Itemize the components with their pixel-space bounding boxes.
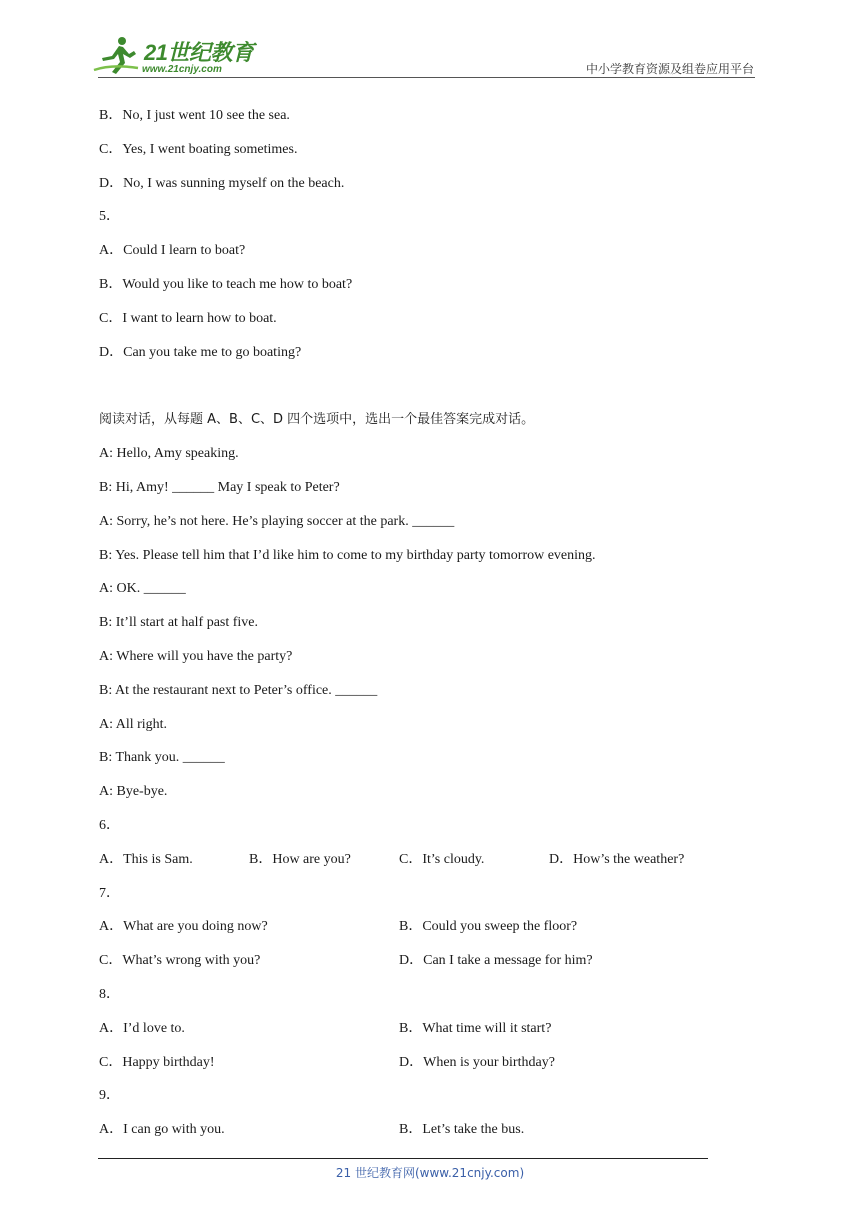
q5-option-b: B．Would you like to teach me how to boat? — [99, 277, 353, 292]
logo-url: www.21cnjy.com — [142, 64, 222, 75]
q9-number: 9． — [99, 1088, 120, 1103]
page-header — [0, 0, 860, 80]
q7-option-b: B．Could you sweep the floor? — [399, 919, 578, 934]
dialogue-line: B: Yes. Please tell him that I’d like him to come to my birthday party tomorrow evening. — [99, 548, 596, 563]
q4-option-b: B．No, I just went 10 see the sea. — [99, 108, 290, 123]
q6-option-c: C．It’s cloudy. — [399, 852, 485, 867]
q8-option-a: A．I’d love to. — [99, 1021, 185, 1036]
dialogue-line: A: OK. ______ — [99, 581, 186, 596]
q8-option-d: D．When is your birthday? — [399, 1055, 555, 1070]
q8-option-c: C．Happy birthday! — [99, 1055, 215, 1070]
q8-number: 8． — [99, 987, 120, 1002]
q8-option-b: B．What time will it start? — [399, 1021, 552, 1036]
instruction: 阅读对话，从每题 A、B、C、D 四个选项中，选出一个最佳答案完成对话。 — [99, 412, 535, 427]
dialogue-line: B: Hi, Amy! ______ May I speak to Peter? — [99, 480, 340, 495]
q5-number: 5． — [99, 209, 120, 224]
header-tagline: 中小学教育资源及组卷应用平台 — [585, 62, 754, 76]
logo-text: 21世纪教育 — [144, 40, 254, 65]
page-footer: 21 世纪教育网(www.21cnjy.com) — [335, 1166, 525, 1180]
q7-option-a: A．What are you doing now? — [99, 919, 268, 934]
q9-option-b: B．Let’s take the bus. — [399, 1122, 525, 1137]
q7-option-c: C．What’s wrong with you? — [99, 953, 261, 968]
q6-option-a: A．This is Sam. — [99, 852, 193, 867]
dialogue-line: A: All right. — [99, 717, 168, 732]
dialogue-line: A: Sorry, he’s not here. He’s playing soccer at the park. ______ — [99, 514, 455, 529]
dialogue-line: A: Where will you have the party? — [99, 649, 293, 664]
q7-number: 7． — [99, 886, 120, 901]
dialogue-line: A: Bye-bye. — [99, 784, 168, 799]
dialogue-line: B: At the restaurant next to Peter’s office. ______ — [99, 683, 378, 698]
site-logo — [92, 34, 262, 78]
dialogue-line: B: It’ll start at half past five. — [99, 615, 259, 630]
q5-option-c: C．I want to learn how to boat. — [99, 311, 277, 326]
dialogue-line: B: Thank you. ______ — [99, 750, 225, 765]
q4-option-c: C．Yes, I went boating sometimes. — [99, 142, 298, 157]
header-divider — [98, 77, 755, 78]
runner-logo-icon — [92, 34, 142, 76]
dialogue-line: A: Hello, Amy speaking. — [99, 446, 239, 461]
q6-option-b: B．How are you? — [249, 852, 351, 867]
footer-divider — [98, 1158, 708, 1159]
q6-number: 6． — [99, 818, 120, 833]
q5-option-d: D．Can you take me to go boating? — [99, 345, 302, 360]
q7-option-d: D．Can I take a message for him? — [399, 953, 593, 968]
q5-option-a: A．Could I learn to boat? — [99, 243, 246, 258]
q9-option-a: A．I can go with you. — [99, 1122, 225, 1137]
q6-option-d: D．How’s the weather? — [549, 852, 685, 867]
q4-option-d: D．No, I was sunning myself on the beach. — [99, 176, 345, 191]
